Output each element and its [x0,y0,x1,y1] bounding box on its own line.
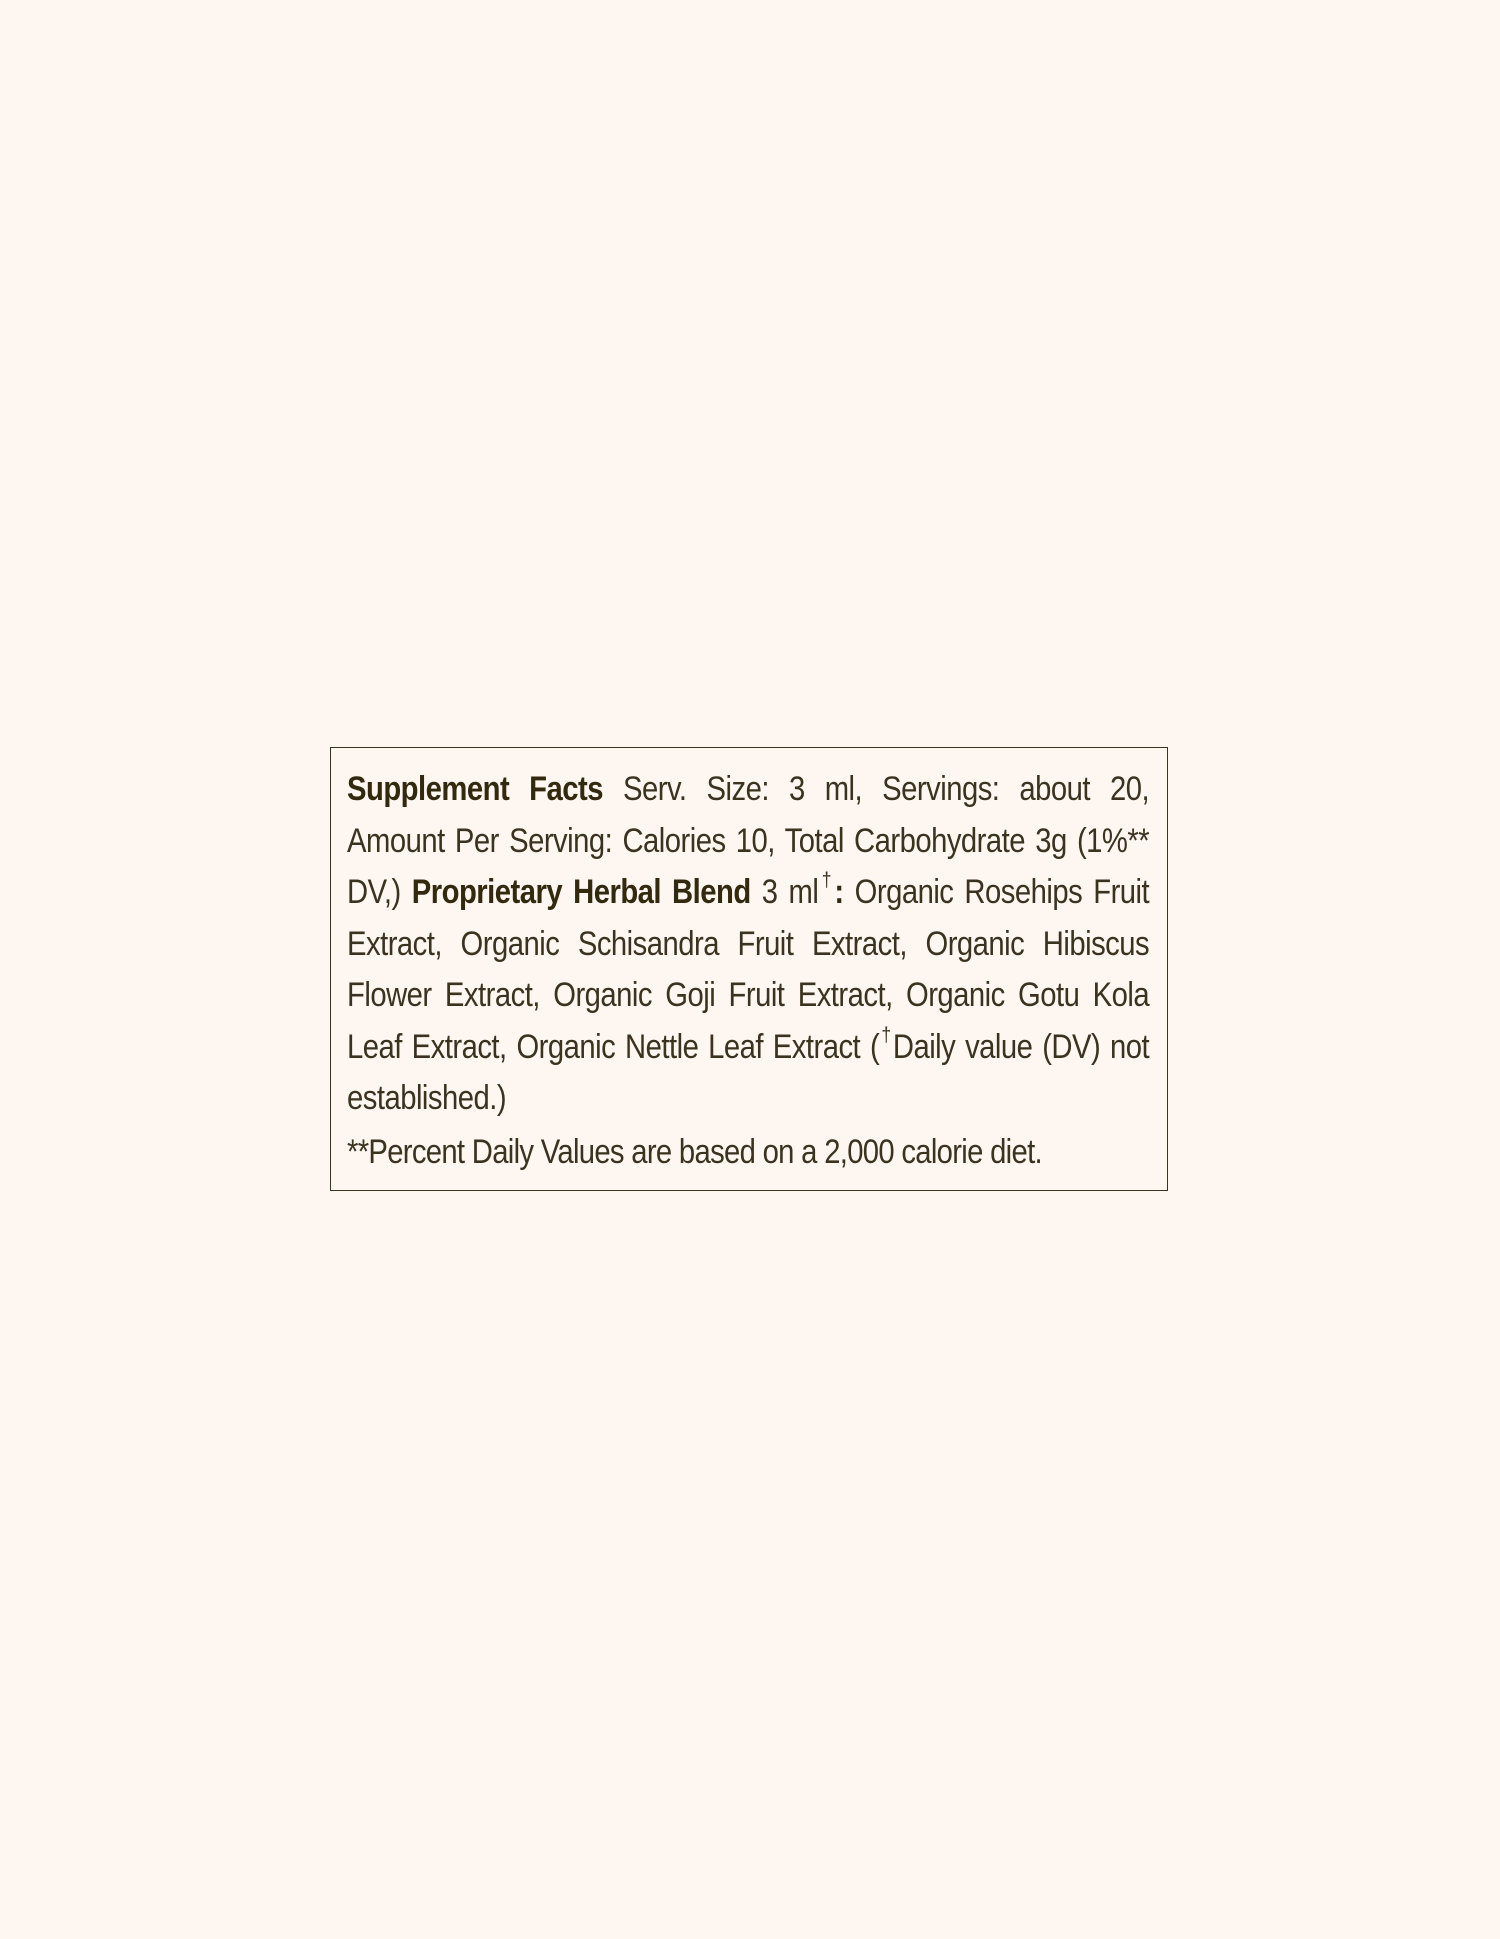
serving-info: Serv. Size: 3 ml, Servings: about 20, Amount Per Serving: Calories 10, Total Carbohydrate 3g (1%** DV,) [347,770,1150,911]
supplement-facts-heading: Supplement Facts [347,770,603,808]
dv-note: Daily value (DV) not established.) [347,1027,1150,1117]
supplement-facts-panel [330,747,1168,1191]
blend-colon: : [834,873,844,911]
ingredient-list: Organic Rosehips Fruit Extract, Organic Schisandra Fruit Extract, Organic Hibiscus Flower Extract, Organic Goji Fruit Extract, Organic Gotu Kola Leaf Extract, Organic Nettle Leaf Extract ( [347,873,1150,1066]
blend-amount: 3 ml [750,873,819,911]
dagger-mark: † [818,869,835,892]
dv-dagger-mark: † [879,1024,893,1047]
supplement-facts-text [347,764,1149,1125]
blend-name: Proprietary Herbal Blend [411,873,751,911]
daily-value-footnote: **Percent Daily Values are based on a 2,000 calorie diet. [347,1132,1042,1171]
